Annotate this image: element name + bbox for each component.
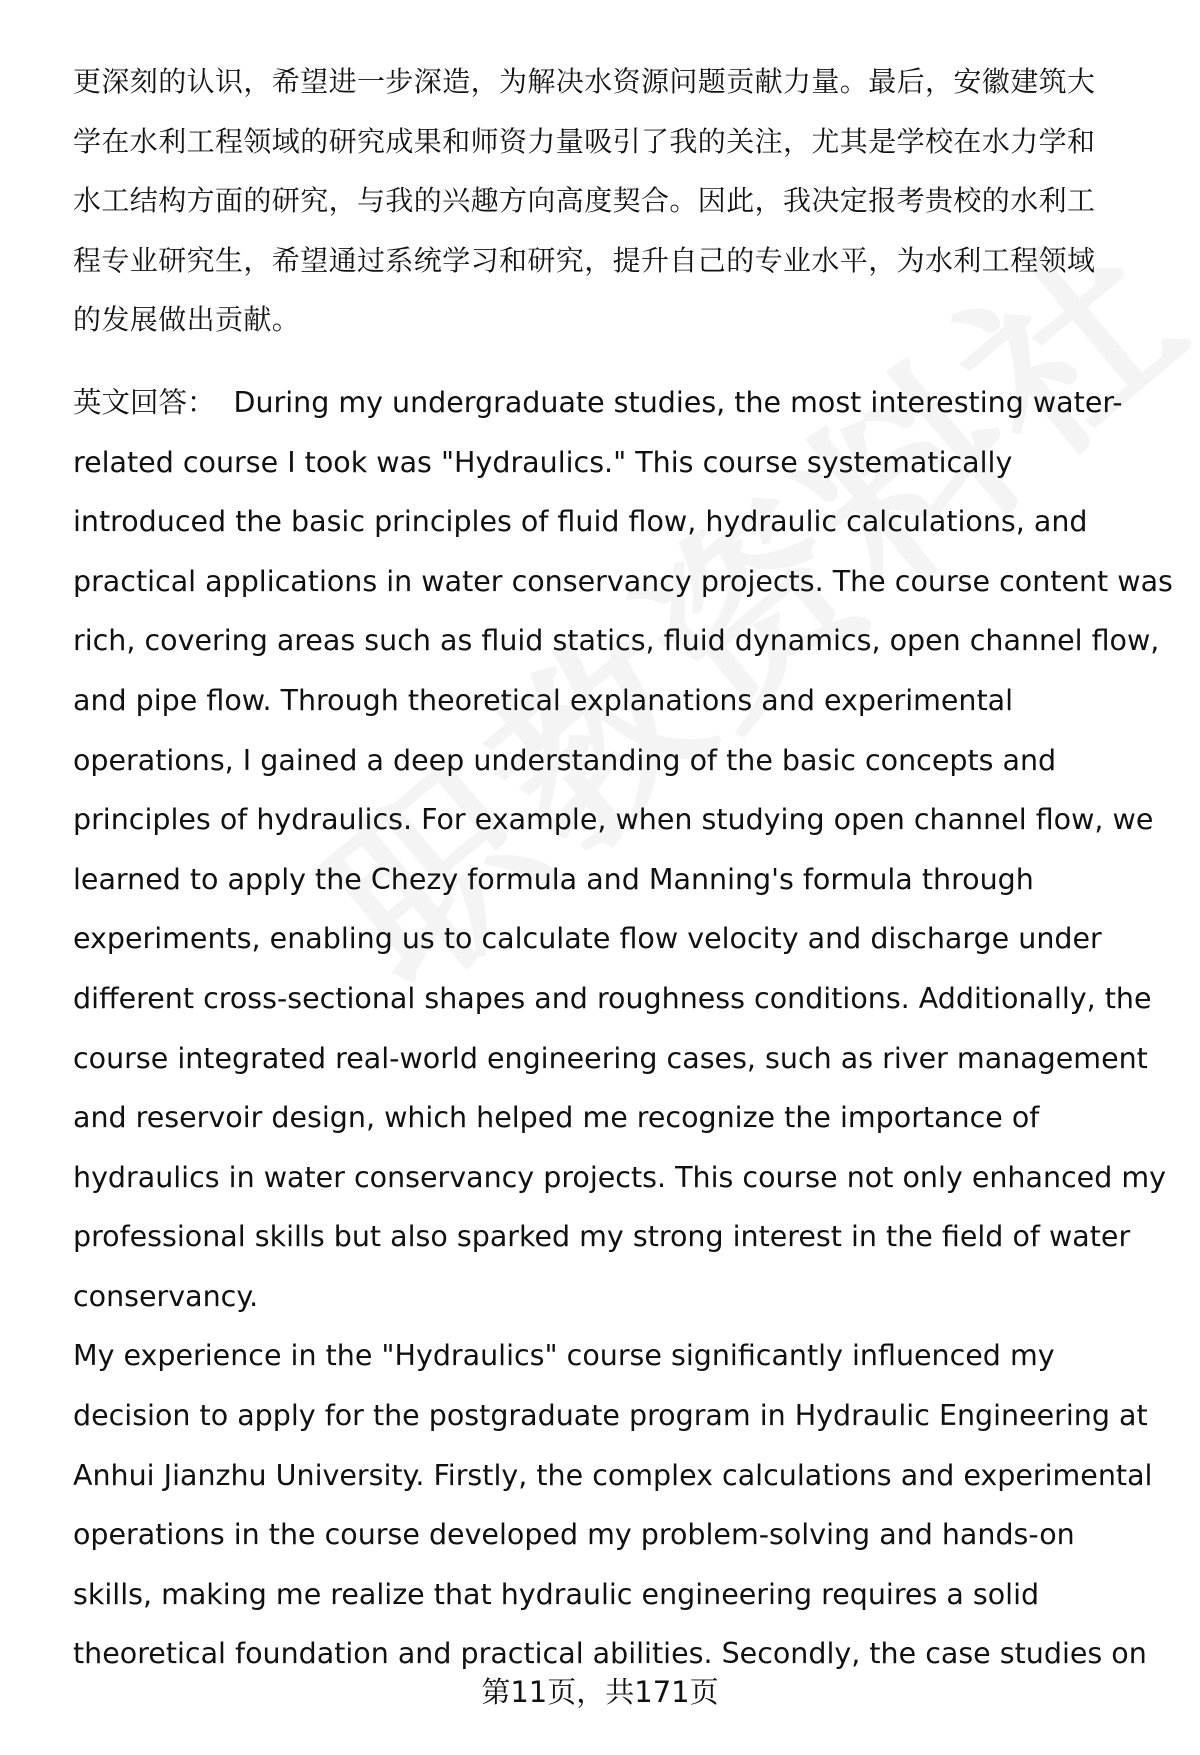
chinese-paragraph [73,52,1158,350]
text-line: conservancy. [73,1279,259,1313]
text-line: operations in the course developed my problem-solving and hands-on [73,1518,1075,1552]
text-line: professional skills but also sparked my strong interest in the field of water [73,1220,1131,1254]
text-line: and pipe flow. Through theoretical explanations and experimental [73,683,1014,717]
text-line: operations, I gained a deep understanding of the basic concepts and [73,743,1057,777]
text-line: 的发展做出贡献。 [73,303,301,337]
text-line: skills, making me realize that hydraulic engineering requires a solid [73,1577,1040,1611]
english-paragraph-2 [73,1326,1158,1684]
text-line: 水工结构方面的研究，与我的兴趣方向高度契合。因此，我决定报考贵校的水利工 [73,184,1096,218]
text-line: My experience in the "Hydraulics" course significantly influenced my [73,1339,1055,1373]
paragraph-gap [73,350,1158,373]
text-line: principles of hydraulics. For example, when studying open channel flow, we [73,803,1154,837]
text-line-content: During my undergraduate studies, the most interesting water- [233,385,1123,419]
text-line: learned to apply the Chezy formula and Manning's formula through [73,862,1034,896]
text-line: hydraulics in water conservancy projects. This course not only enhanced my [73,1160,1166,1194]
text-line: introduced the basic principles of fluid flow, hydraulic calculations, and [73,505,1088,539]
text-line: rich, covering areas such as fluid statics, fluid dynamics, open channel flow, [73,624,1160,658]
text-line: and reservoir design, which helped me recognize the importance of [73,1101,1040,1135]
text-line: 更深刻的认识，希望进一步深造，为解决水资源问题贡献力量。最后，安徽建筑大 [73,65,1096,98]
document-body [73,52,1173,1684]
text-line: 程专业研究生，希望通过系统学习和研究，提升自己的专业水平，为水利工程领域 [73,243,1096,277]
text-line: practical applications in water conservancy projects. The course content was [73,564,1173,598]
text-line: theoretical foundation and practical abilities. Secondly, the case studies on [73,1637,1147,1671]
text-line: 学在水利工程领域的研究成果和师资力量吸引了我的关注，尤其是学校在水力学和 [73,124,1096,158]
text-line: decision to apply for the postgraduate program in Hydraulic Engineering at [73,1399,1148,1433]
text-line [73,373,1158,433]
text-line: experiments, enabling us to calculate flow velocity and discharge under [73,922,1102,956]
english-answer-paragraph [73,373,1173,1327]
text-line: related course I took was "Hydraulics." This course systematically [73,445,1013,479]
english-answer-label: 英文回答： [73,385,216,419]
text-line: different cross-sectional shapes and roughness conditions. Additionally, the [73,981,1152,1015]
text-line: course integrated real-world engineering cases, such as river management [73,1041,1148,1075]
text-line: Anhui Jianzhu University. Firstly, the complex calculations and experimental [73,1458,1153,1492]
page-number-footer: 第11页，共171页 [481,1675,719,1709]
